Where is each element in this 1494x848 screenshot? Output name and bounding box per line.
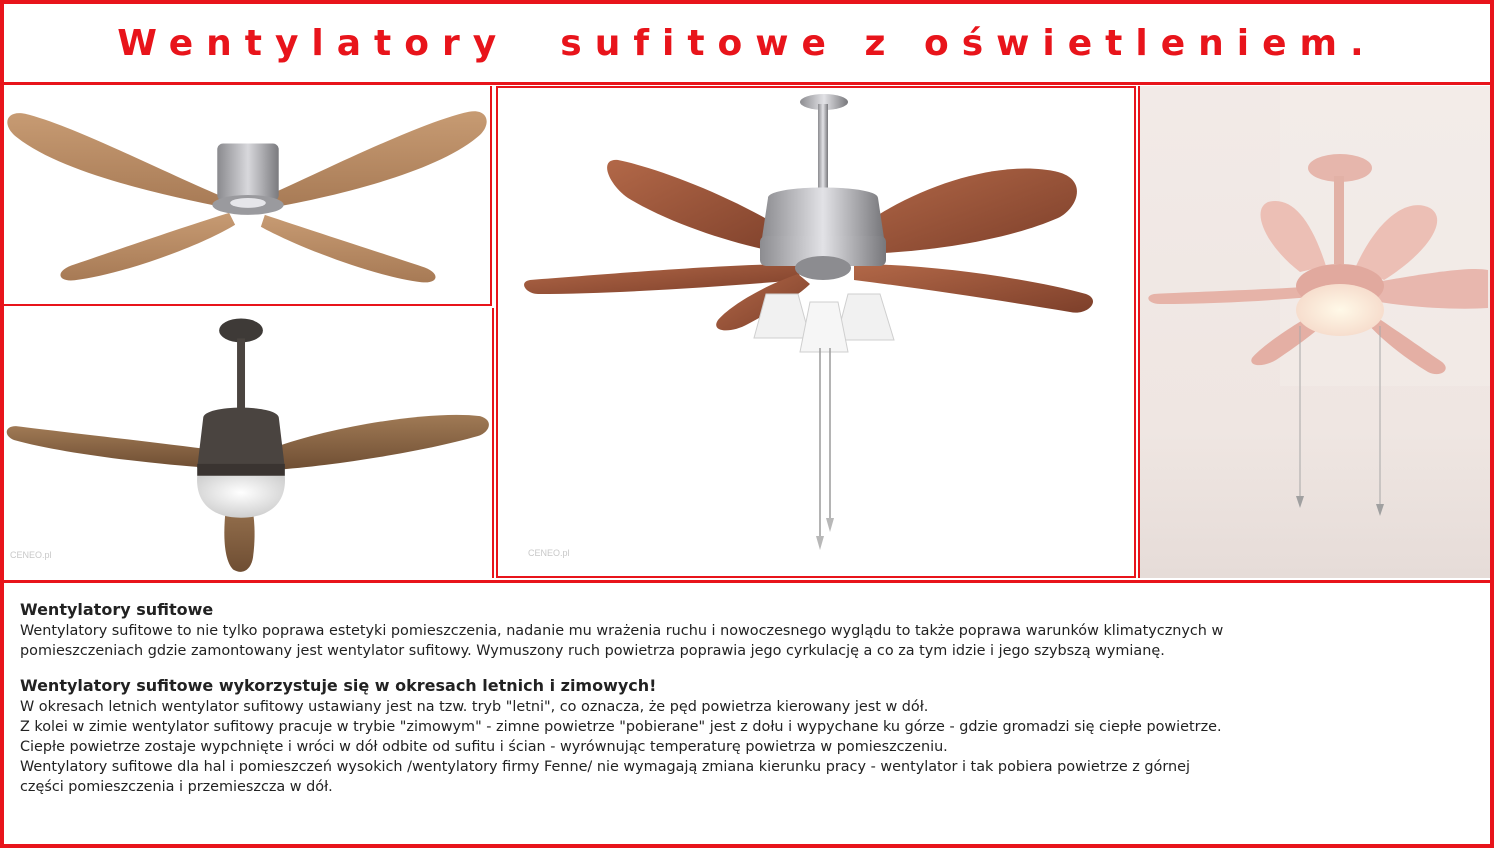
image-fan-four-blades — [4, 86, 492, 306]
paragraph-line: W okresach letnich wentylator sufitowy ustawiany jest na tzw. tryb "letni", co oznacza, że pęd powietrza kierowany jest w dół. — [20, 699, 929, 715]
paragraph-line: Wentylatory sufitowe to nie tylko poprawa estetyki pomieszczenia, nadanie mu wrażenia ruchu i nowoczesnego wyglądu to także poprawa warunków klimatycznych w — [20, 623, 1224, 639]
ceiling-fan-leaf-blades-with-lamps-icon — [498, 88, 1134, 576]
pink-ceiling-fan-with-light-icon — [1140, 86, 1490, 578]
paragraph-line: Ciepłe powietrze zostaje wypchnięte i wróci w dół odbite od sufitu i ścian - wyrównując temperaturę powietrza w pomieszczeniu. — [20, 739, 948, 755]
watermark: CENEO.pl — [528, 548, 570, 558]
description-section — [4, 580, 1490, 844]
paragraph-line: Wentylatory sufitowe dla hal i pomieszczeń wysokich /wentylatory firmy Fenne/ nie wymagają zmiana kierunku pracy - wentylator i tak pobiera powietrze z górnej — [20, 759, 1190, 775]
paragraph-line: pomieszczeniach gdzie zamontowany jest wentylator sufitowy. Wymuszony ruch powietrza poprawia jego cyrkulację a co za tym idzie i jego szybszą wymianę. — [20, 643, 1165, 659]
heading-ceiling-fans: Wentylatory sufitowe — [20, 600, 214, 619]
image-fan-pink — [1138, 86, 1490, 578]
ceiling-fan-three-wood-blades-with-light-icon — [4, 308, 492, 578]
image-fan-three-blades-light — [4, 308, 494, 578]
image-fan-leaf-blades — [496, 86, 1136, 578]
paragraph-line: części pomieszczenia i przemieszcza w dół. — [20, 779, 333, 795]
paragraph-line: Z kolei w zimie wentylator sufitowy pracuje w trybie "zimowym" - zimne powietrze "pobierane" jest z dołu i wypychane ku górze - gdzie gromadzi się ciepłe powietrze. — [20, 719, 1222, 735]
heading-seasonal-use: Wentylatory sufitowe wykorzystuje się w okresach letnich i zimowych! — [20, 676, 657, 695]
page-title: Wentylatory sufitowe z oświetleniem. — [117, 22, 1377, 64]
title-bar — [4, 4, 1490, 85]
watermark: CENEO.pl — [10, 550, 52, 560]
ceiling-fan-four-wood-blades-icon — [4, 86, 490, 304]
